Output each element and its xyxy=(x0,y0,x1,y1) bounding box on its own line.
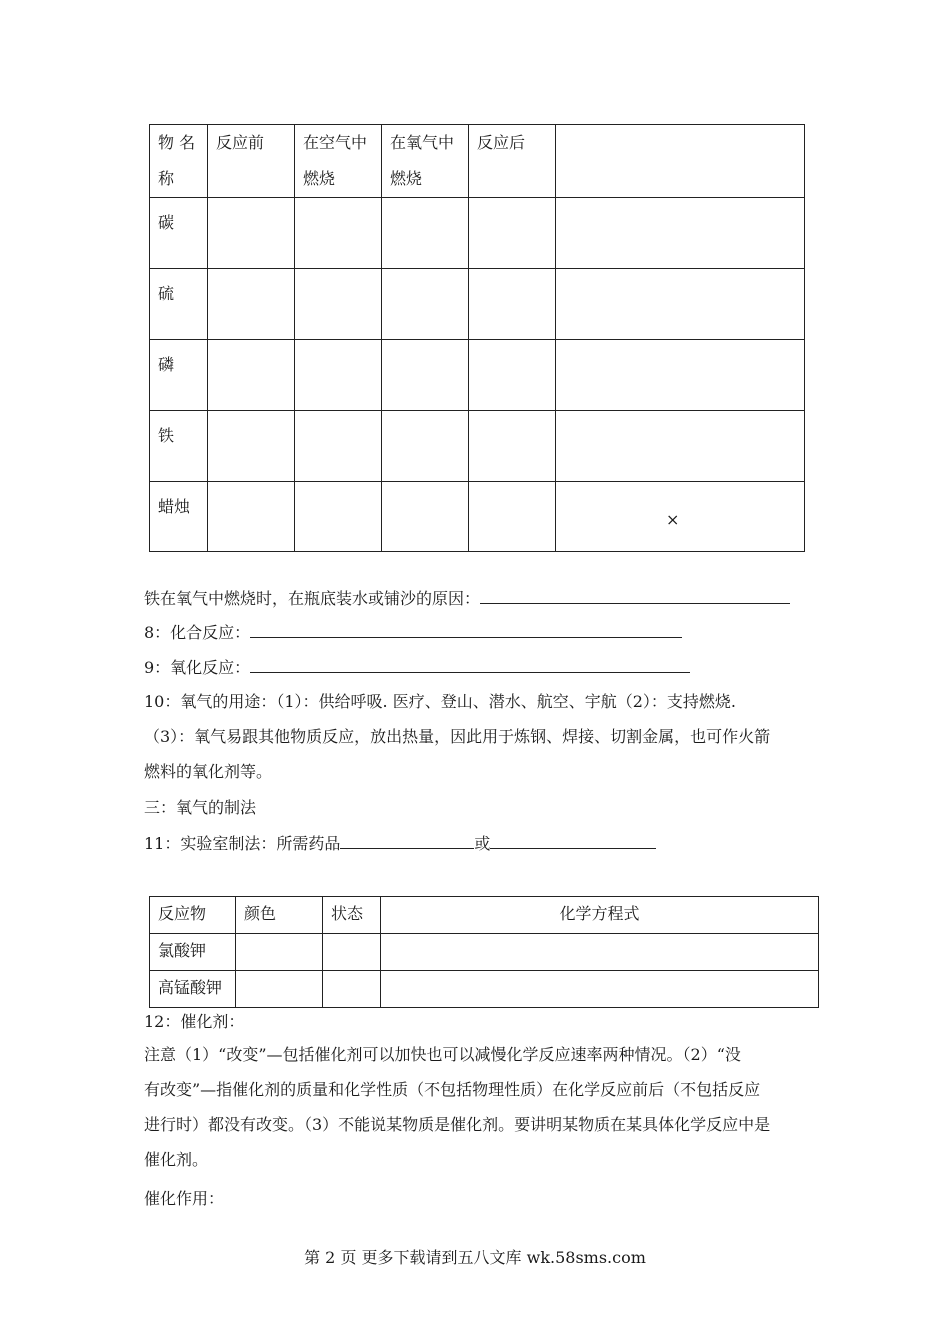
table-cell[interactable] xyxy=(382,269,469,340)
table-cell[interactable] xyxy=(469,198,556,269)
item10-line-1: 10：氧气的用途：（1）：供给呼吸. 医疗、登山、潜水、航空、宇航（2）：支持燃烧. xyxy=(144,692,736,711)
header-before-reaction: 反应前 xyxy=(208,125,295,198)
header-reactant: 反应物 xyxy=(150,897,236,934)
page-footer: 第 2 页 更多下载请到五八文库 wk.58sms.com xyxy=(304,1248,646,1267)
table-cell[interactable] xyxy=(236,971,323,1008)
table-cell[interactable] xyxy=(295,198,382,269)
table-cell[interactable] xyxy=(469,340,556,411)
table-cell[interactable] xyxy=(382,482,469,552)
item8-line xyxy=(144,619,682,645)
header-chemical-equation: 化学方程式 xyxy=(381,897,819,934)
item11-line xyxy=(144,830,656,856)
iron-reason-label: 铁在氧气中燃烧时，在瓶底装水或铺沙的原因： xyxy=(144,589,481,608)
table-cell[interactable] xyxy=(556,411,805,482)
table-row xyxy=(150,971,819,1008)
header-blank xyxy=(556,125,805,198)
catalyst-note-line-4: 催化剂。 xyxy=(144,1150,209,1169)
table-cell[interactable] xyxy=(323,971,381,1008)
table-row xyxy=(150,198,805,269)
table-cell[interactable] xyxy=(382,340,469,411)
table-row xyxy=(150,934,819,971)
cross-mark-icon: × xyxy=(666,510,680,529)
row-label-potassium-permanganate: 高锰酸钾 xyxy=(150,971,236,1008)
header-burn-in-air: 在空气中燃烧 xyxy=(295,125,382,198)
table-cell[interactable] xyxy=(208,340,295,411)
table-cell[interactable] xyxy=(208,269,295,340)
item10-line-2: （3）：氧气易跟其他物质反应，放出热量，因此用于炼钢、焊接、切割金属，也可作火箭 xyxy=(144,727,771,746)
catalyst-title: 12：催化剂： xyxy=(144,1012,245,1031)
item10-paragraph xyxy=(144,684,809,789)
header-burn-in-oxygen: 在氧气中燃烧 xyxy=(382,125,469,198)
combustion-table xyxy=(149,124,805,552)
row-label-phosphorus: 磷 xyxy=(150,340,208,411)
table-row xyxy=(150,482,805,552)
iron-reason-line xyxy=(144,585,790,611)
table-cell[interactable] xyxy=(208,482,295,552)
table-cell[interactable] xyxy=(556,198,805,269)
item11-blank-2[interactable] xyxy=(490,830,656,849)
table-row xyxy=(150,340,805,411)
catalyst-effect: 催化作用： xyxy=(144,1189,225,1208)
item11-or: 或 xyxy=(474,834,491,853)
preparation-table xyxy=(149,896,819,1008)
catalyst-note xyxy=(144,1037,809,1177)
table-cell[interactable] xyxy=(323,934,381,971)
row-label-candle: 蜡烛 xyxy=(150,482,208,552)
table-cell[interactable] xyxy=(236,934,323,971)
table-cell[interactable] xyxy=(295,269,382,340)
row-label-sulfur: 硫 xyxy=(150,269,208,340)
item9-label: 9：氧化反应： xyxy=(144,658,251,677)
table-cell[interactable] xyxy=(469,482,556,552)
table-cell[interactable] xyxy=(295,411,382,482)
table-cell[interactable] xyxy=(556,482,805,552)
table-cell[interactable] xyxy=(382,411,469,482)
table-cell[interactable] xyxy=(208,411,295,482)
item9-line xyxy=(144,654,690,680)
row-label-carbon: 碳 xyxy=(150,198,208,269)
header-color: 颜色 xyxy=(236,897,323,934)
table-cell[interactable] xyxy=(382,198,469,269)
item11-label: 11：实验室制法：所需药品 xyxy=(144,834,341,853)
iron-reason-blank[interactable] xyxy=(480,585,790,604)
section3-heading: 三：氧气的制法 xyxy=(144,798,257,817)
item9-blank[interactable] xyxy=(250,654,690,673)
table-row xyxy=(150,269,805,340)
header-substance-name: 物 名称 xyxy=(150,125,208,198)
table-cell[interactable] xyxy=(556,340,805,411)
row-label-iron: 铁 xyxy=(150,411,208,482)
item11-blank-1[interactable] xyxy=(340,830,474,849)
table-cell[interactable] xyxy=(469,411,556,482)
table-row xyxy=(150,411,805,482)
table-cell[interactable] xyxy=(381,971,819,1008)
table-cell[interactable] xyxy=(381,934,819,971)
catalyst-note-line-3: 进行时）都没有改变。（3）不能说某物质是催化剂。要讲明某物质在某具体化学反应中是 xyxy=(144,1115,771,1134)
table-cell[interactable] xyxy=(295,482,382,552)
catalyst-note-line-1: 注意（1）“改变”—包括催化剂可以加快也可以减慢化学反应速率两种情况。（2）“没 xyxy=(144,1045,741,1064)
item10-line-3: 燃料的氧化剂等。 xyxy=(144,762,273,781)
table-cell[interactable] xyxy=(469,269,556,340)
table-cell[interactable] xyxy=(556,269,805,340)
table-cell[interactable] xyxy=(295,340,382,411)
item8-blank[interactable] xyxy=(250,619,682,638)
header-state: 状态 xyxy=(323,897,381,934)
catalyst-note-line-2: 有改变”—指催化剂的质量和化学性质（不包括物理性质）在化学反应前后（不包括反应 xyxy=(144,1080,761,1099)
item8-label: 8：化合反应： xyxy=(144,623,251,642)
table-cell[interactable] xyxy=(208,198,295,269)
header-after-reaction: 反应后 xyxy=(469,125,556,198)
row-label-potassium-chlorate: 氯酸钾 xyxy=(150,934,236,971)
